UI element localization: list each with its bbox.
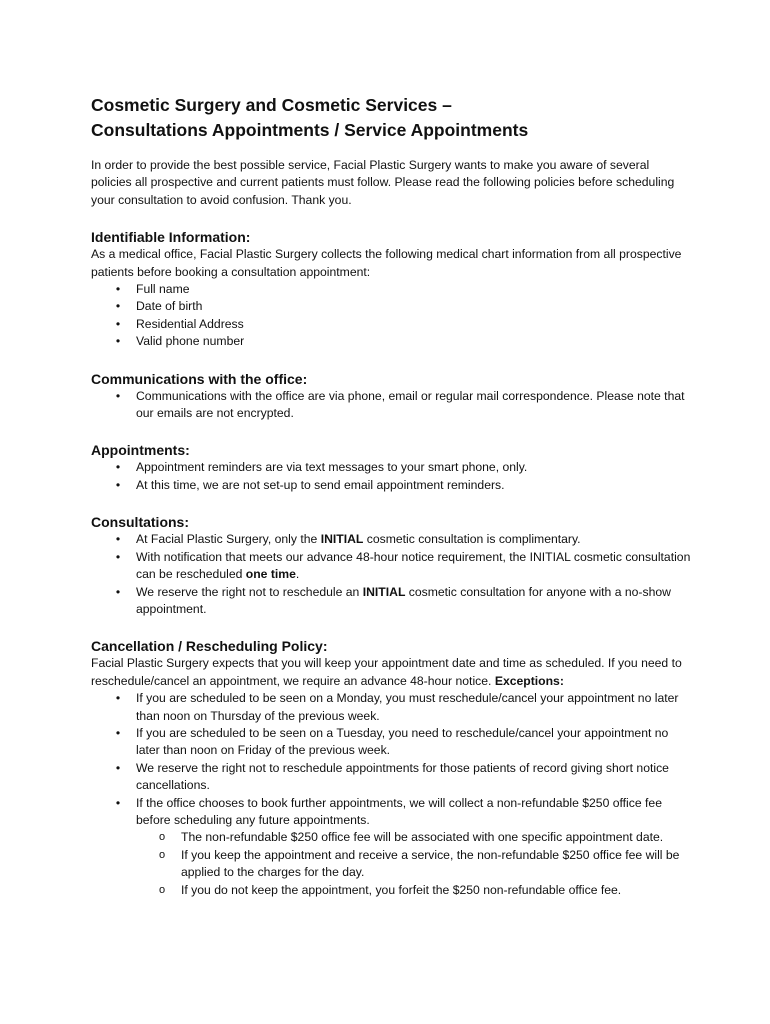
- fee-sublist: [136, 829, 691, 899]
- sub-bullet-marker: o: [159, 883, 166, 896]
- list-item: • Residential Address: [91, 316, 691, 333]
- title-line-2: Consultations Appointments / Service Appointments: [91, 120, 529, 140]
- sub-bullet-marker: o: [159, 831, 166, 844]
- list-item: • At this time, we are not set-up to send email appointment reminders.: [91, 477, 691, 494]
- title-line-1: Cosmetic Surgery and Cosmetic Services –: [91, 95, 452, 115]
- bullet-marker: •: [115, 299, 121, 314]
- bullet-marker: •: [115, 388, 121, 403]
- bullet-marker: •: [115, 795, 121, 810]
- list-item: • Communications with the office are via phone, email or regular mail correspondence. Please note that our emails are not encrypted.: [91, 388, 691, 423]
- list-item: • With notification that meets our advance 48-hour notice requirement, the INITIAL cosmetic consultation can be rescheduled one time.: [91, 549, 691, 584]
- cancellation-heading: Cancellation / Rescheduling Policy:: [91, 638, 328, 655]
- list-item: • At Facial Plastic Surgery, only the INITIAL cosmetic consultation is complimentary.: [91, 531, 691, 548]
- identifiable-heading: Identifiable Information:: [91, 229, 251, 246]
- appointments-heading: Appointments:: [91, 442, 190, 459]
- intro-paragraph: In order to provide the best possible service, Facial Plastic Surgery wants to make you aware of several policies all prospective and current patients must follow. Please read the following policies before scheduling your consultation to avoid confusion. Thank you.: [91, 158, 675, 207]
- cancellation-text: Facial Plastic Surgery expects that you will keep your appointment date and time as scheduled. If you need to reschedule/cancel an appointment, we require an advance 48-hour notice. Exceptions:: [91, 656, 682, 688]
- consultations-list: [91, 531, 691, 618]
- bullet-marker: •: [115, 584, 121, 599]
- list-item: • We reserve the right not to reschedule an INITIAL cosmetic consultation for anyone with a no-show appointment.: [91, 584, 691, 619]
- bullet-marker: •: [115, 760, 121, 775]
- communications-heading: Communications with the office:: [91, 370, 308, 387]
- list-item: • Appointment reminders are via text messages to your smart phone, only.: [91, 459, 691, 476]
- document-title: [91, 93, 691, 143]
- list-item: • If you are scheduled to be seen on a Tuesday, you need to reschedule/cancel your appointment no later than noon on Friday of the previous week.: [91, 725, 691, 760]
- sub-list-item: o If you do not keep the appointment, you forfeit the $250 non-refundable office fee.: [136, 882, 691, 899]
- list-item: • If the office chooses to book further appointments, we will collect a non-refundable $250 office fee before scheduling any future appointments. o The non-refundable $250 office fee will be associated with one specific appointment date. o If you keep the appointment and receive a service, the non-refundable $250 office fee will be applied to the charges for the day. o If you do not keep the appointment, you forfeit the $250 non-refundable office fee.: [91, 795, 691, 899]
- bullet-marker: •: [115, 460, 121, 475]
- list-item: • If you are scheduled to be seen on a Monday, you must reschedule/cancel your appointment no later than noon on Thursday of the previous week.: [91, 690, 691, 725]
- consultations-heading: Consultations:: [91, 514, 189, 531]
- identifiable-text: As a medical office, Facial Plastic Surgery collects the following medical chart information from all prospective patients before booking a consultation appointment:: [91, 247, 682, 279]
- communications-list: [91, 388, 691, 423]
- bullet-marker: •: [115, 725, 121, 740]
- document-content: [91, 93, 691, 899]
- sub-bullet-marker: o: [159, 848, 166, 861]
- cancellation-list: [91, 690, 691, 899]
- identifiable-list: [91, 281, 691, 351]
- appointments-list: [91, 459, 691, 494]
- list-item: • We reserve the right not to reschedule appointments for those patients of record giving short notice cancellations.: [91, 760, 691, 795]
- bullet-marker: •: [115, 691, 121, 706]
- bullet-marker: •: [115, 532, 121, 547]
- list-item: • Valid phone number: [91, 333, 691, 350]
- bullet-marker: •: [115, 316, 121, 331]
- list-item: • Full name: [91, 281, 691, 298]
- bullet-marker: •: [115, 549, 121, 564]
- bullet-marker: •: [115, 282, 121, 297]
- bullet-marker: •: [115, 477, 121, 492]
- sub-list-item: o The non-refundable $250 office fee will be associated with one specific appointment date.: [136, 829, 691, 846]
- bullet-marker: •: [115, 334, 121, 349]
- list-item: • Date of birth: [91, 298, 691, 315]
- sub-list-item: o If you keep the appointment and receive a service, the non-refundable $250 office fee will be applied to the charges for the day.: [159, 847, 680, 880]
